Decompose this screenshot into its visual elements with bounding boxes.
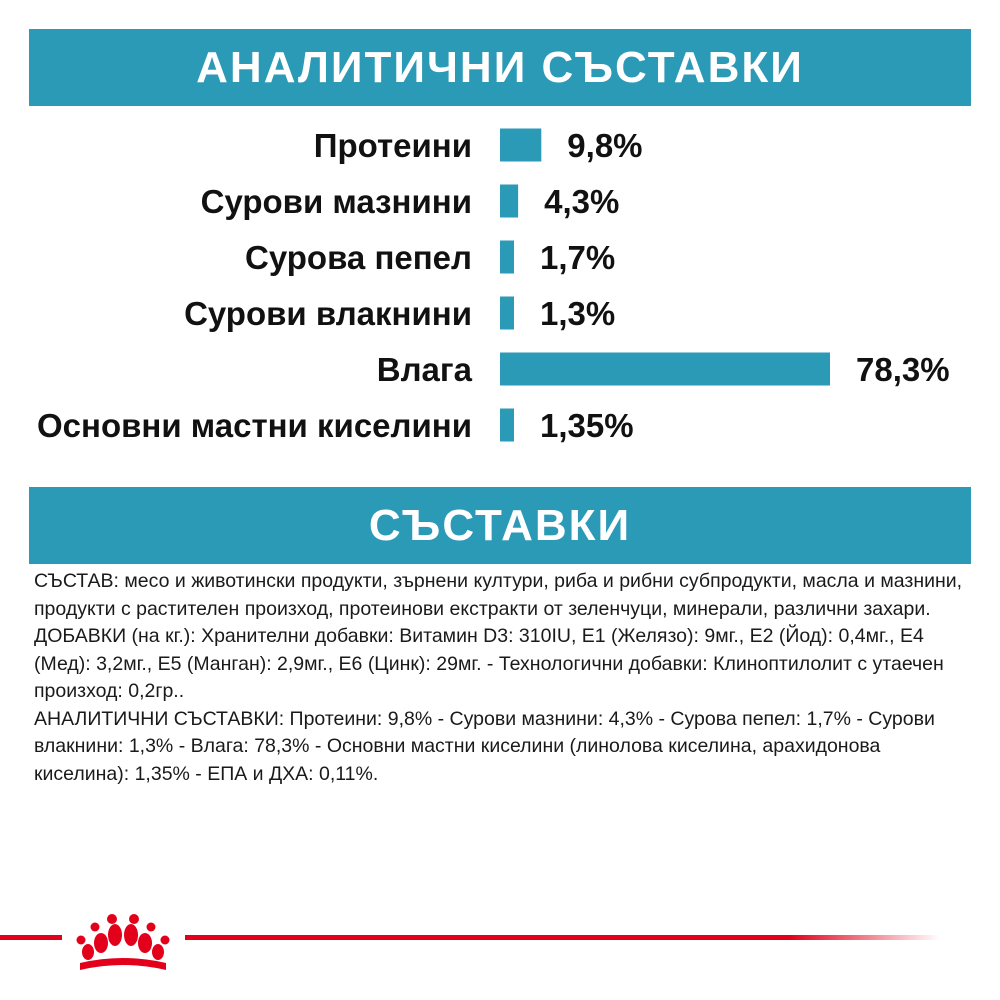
brand-line-left xyxy=(0,935,62,940)
analytical-title: АНАЛИТИЧНИ СЪСТАВКИ xyxy=(196,42,804,92)
category-label: Сурова пепел xyxy=(245,239,472,276)
ingredients-header-banner xyxy=(29,487,971,564)
value-label: 78,3% xyxy=(856,351,950,388)
bar xyxy=(500,409,514,442)
analytical-header-banner xyxy=(29,29,971,106)
ingredients-title: СЪСТАВКИ xyxy=(368,500,632,550)
brand-line-right xyxy=(185,935,940,940)
bar xyxy=(500,185,518,218)
category-label: Основни мастни киселини xyxy=(37,407,472,444)
composition-paragraph: СЪСТАВ: месо и животински продукти, зърнени култури, риба и рибни субпродукти, масла и мазнини, продукти с растителен произход, протеинови екстракти от зеленчуци, минерали, различни захари. xyxy=(34,570,963,620)
bar xyxy=(500,129,541,162)
crown-icon xyxy=(77,914,170,970)
bar xyxy=(500,353,830,386)
value-label: 4,3% xyxy=(544,183,620,220)
bar xyxy=(500,297,514,330)
category-label: Сурови мазнини xyxy=(200,183,472,220)
value-label: 1,3% xyxy=(540,295,616,332)
value-label: 9,8% xyxy=(567,127,643,164)
bar xyxy=(500,241,514,274)
category-label: Протеини xyxy=(313,127,472,164)
category-label: Влага xyxy=(376,351,472,388)
analytical-paragraph: АНАЛИТИЧНИ СЪСТАВКИ: Протеини: 9,8% - Сурови мазнини: 4,3% - Сурова пепел: 1,7% - Сурови влакнини: 1,3% - Влага: 78,3% - Основни мастни киселини (линолова киселина, арахидонова киселина): 1,35% - ЕПА и ДХА: 0,11%. xyxy=(34,707,935,785)
analytical-bar-chart xyxy=(0,115,1000,460)
additives-paragraph: ДОБАВКИ (на кг.): Хранителни добавки: Витамин D3: 310IU, E1 (Желязо): 9мг., E2 (Йод): 0,4мг., E4 (Мед): 3,2мг., E5 (Манган): 2,9мг., E6 (Цинк): 29мг. - Технологични добавки: Клиноптилолит с утаечен произход: 0,2гр.. xyxy=(34,625,944,702)
brand-footer xyxy=(0,900,1000,980)
category-label: Сурови влакнини xyxy=(184,295,472,332)
value-label: 1,7% xyxy=(540,239,616,276)
composition-text xyxy=(34,568,974,788)
value-label: 1,35% xyxy=(540,407,634,444)
